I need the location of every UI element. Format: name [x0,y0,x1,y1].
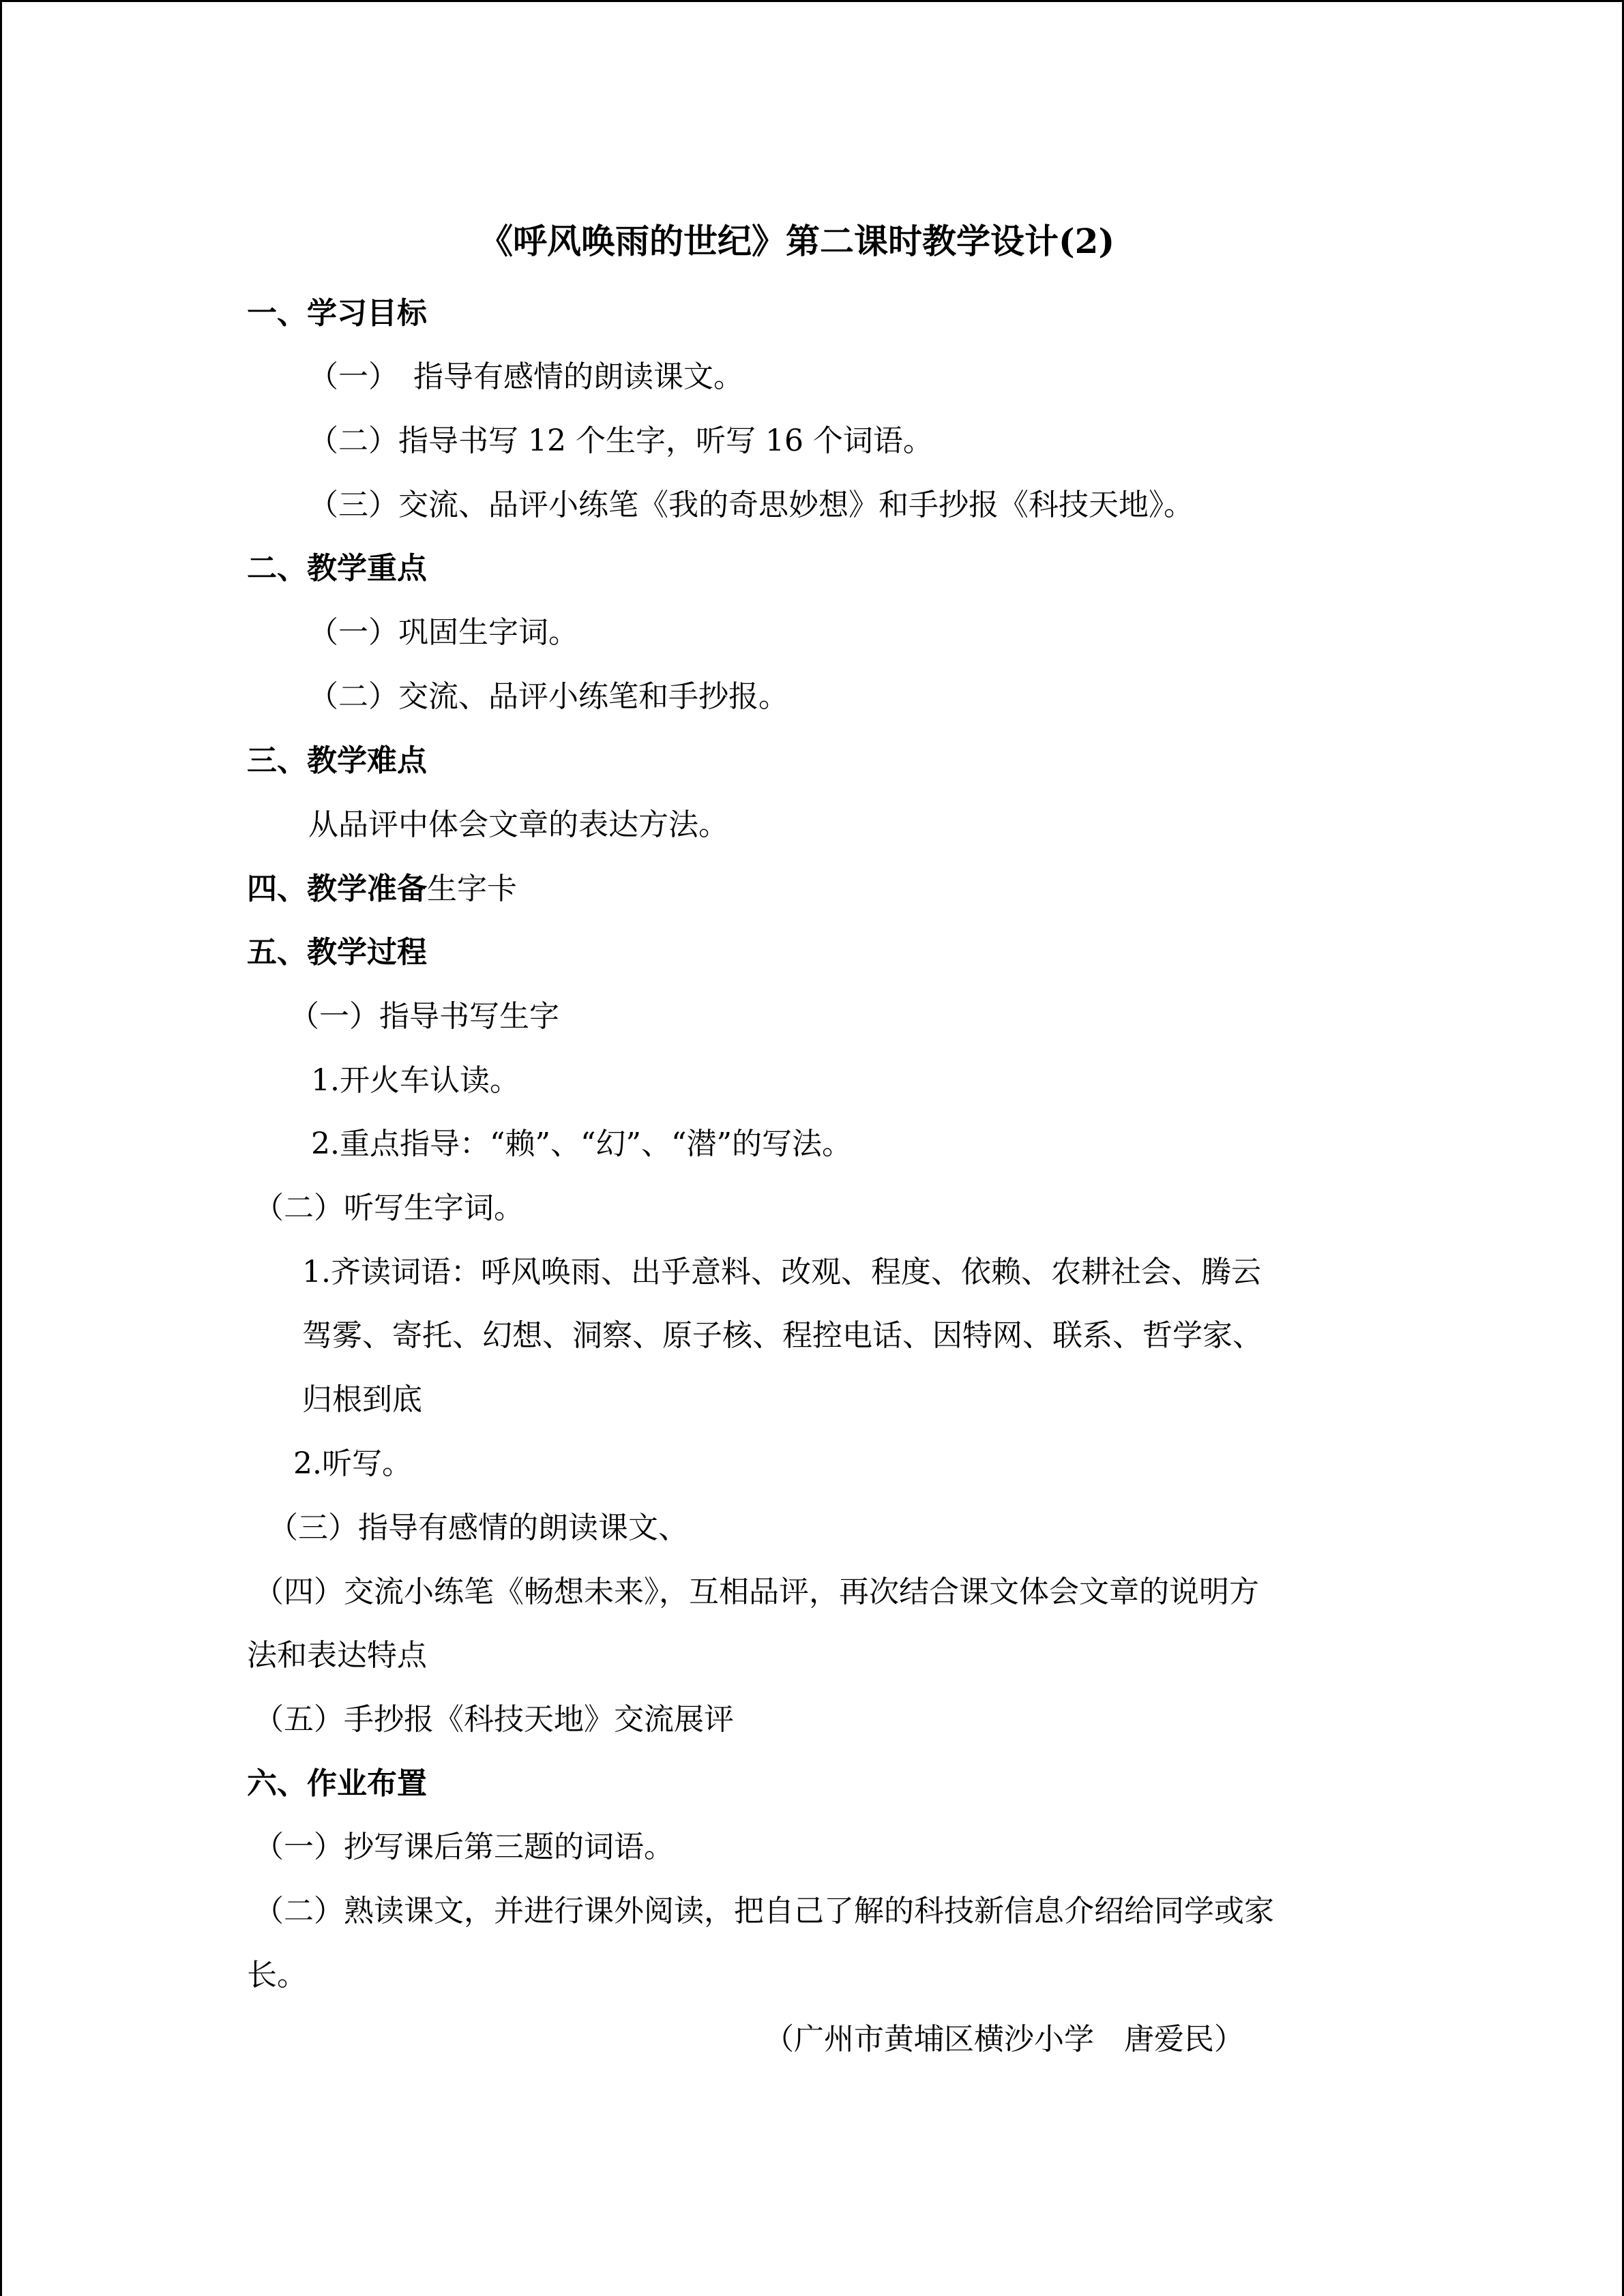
process-line: （四）交流小练笔《畅想未来》，互相品评，再次结合课文体会文章的说明方 [254,1575,1259,1609]
goal-item: （三）交流、品评小练笔《我的奇思妙想》和手抄报《科技天地》。 [308,488,1194,522]
section-heading-homework: 六、作业布置 [247,1766,427,1801]
process-line: 2.重点指导：“赖”、“幻”、“潜”的写法。 [311,1127,852,1161]
goal-item: （一） 指导有感情的朗读课文。 [308,359,743,394]
page-border-left [0,0,2,2296]
process-line: （二）听写生字词。 [254,1191,524,1225]
difficulty-item: 从品评中体会文章的表达方法。 [308,807,728,842]
process-line: 1.齐读词语：呼风唤雨、出乎意料、改观、程度、依赖、农耕社会、腾云 [302,1255,1261,1289]
section-heading-learning-goals: 一、学习目标 [247,296,427,331]
preparation-text: 生字卡 [427,871,517,906]
section-heading-difficulties: 三、教学难点 [247,743,427,778]
homework-line: （一）抄写课后第三题的词语。 [254,1830,674,1864]
process-line: 2.听写。 [293,1446,412,1481]
process-line: 驾雾、寄托、幻想、洞察、原子核、程控电话、因特网、联系、哲学家、 [302,1318,1263,1353]
section-heading-process: 五、教学过程 [247,935,427,970]
key-point-item: （一）巩固生字词。 [308,615,578,650]
process-line: （三）指导有感情的朗读课文、 [268,1510,688,1545]
homework-line: 长。 [247,1958,307,1993]
key-point-item: （二）交流、品评小练笔和手抄报。 [308,679,788,714]
homework-line: （二）熟读课文，并进行课外阅读，把自己了解的科技新信息介绍给同学或家 [254,1894,1274,1928]
process-line: （五）手抄报《科技天地》交流展评 [254,1702,734,1737]
process-line: （一）指导书写生字 [289,999,559,1034]
section-heading-key-points: 二、教学重点 [247,551,427,586]
process-line: 1.开火车认读。 [311,1063,520,1098]
page-border-top [0,0,1624,2]
preparation-line [247,869,517,910]
page-title: 《呼风唤雨的世纪》第二课时教学设计(2) [479,221,1115,261]
goal-item: （二）指导书写 12 个生字，听写 16 个词语。 [308,423,933,458]
section-heading-preparation: 四、教学准备 [247,871,427,906]
author-signature: （广州市黄埔区横沙小学 唐爱民） [764,2022,1244,2057]
process-line: 法和表达特点 [247,1638,427,1673]
process-line: 归根到底 [302,1382,422,1417]
